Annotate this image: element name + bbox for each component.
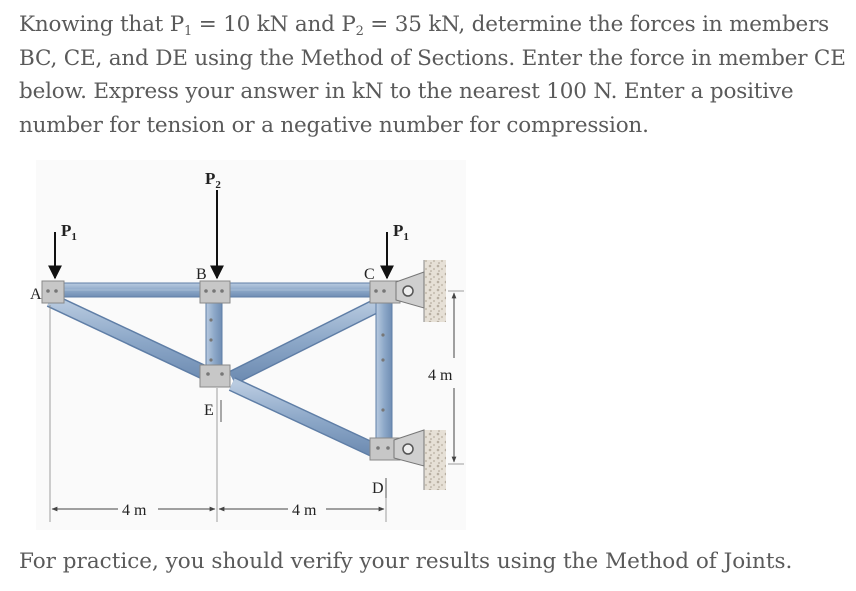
truss-figure — [30, 160, 466, 530]
gusset-e — [200, 365, 230, 387]
pin-d — [394, 430, 424, 466]
joint-label-a: A — [30, 286, 42, 303]
joint-label-b: B — [196, 266, 207, 283]
problem-body: = 35 kN, determine the forces in members BC, CE, and DE using the Method of Sections. Enter the force in member CE below. Express your answer in kN to the nearest 100 N. Enter a positive number for tension or a negative number for compression. — [19, 12, 846, 138]
p1-subscript: 1 — [184, 24, 193, 39]
member-ce — [232, 300, 388, 378]
joint-label-c: C — [364, 266, 375, 283]
p2-subscript: 2 — [355, 24, 364, 39]
label-p1-right: $P_1$ — [393, 221, 409, 243]
practice-note: For practice, you should verify your results using the Method of Joints. — [19, 549, 793, 574]
wall-support-bottom — [424, 430, 446, 490]
label-p2: $P_2$ — [205, 169, 221, 191]
label-p1-left: $P_1$ — [61, 221, 77, 243]
dimension-label-left: 4 m — [122, 502, 147, 519]
dimension-label-vertical: 4 m — [428, 367, 453, 384]
member-cd — [376, 292, 392, 452]
truss-diagram — [30, 160, 466, 530]
gusset-a — [42, 281, 64, 303]
member-ae — [50, 300, 216, 378]
problem-statement — [19, 8, 849, 142]
problem-p1-value: = 10 kN and P — [192, 12, 356, 37]
problem-lead: Knowing that P — [19, 12, 185, 37]
member-de — [232, 384, 378, 452]
joint-label-d: D — [372, 480, 384, 497]
joint-label-e: E — [204, 402, 214, 419]
dimension-label-right: 4 m — [292, 502, 317, 519]
wall-support-top — [424, 260, 446, 322]
